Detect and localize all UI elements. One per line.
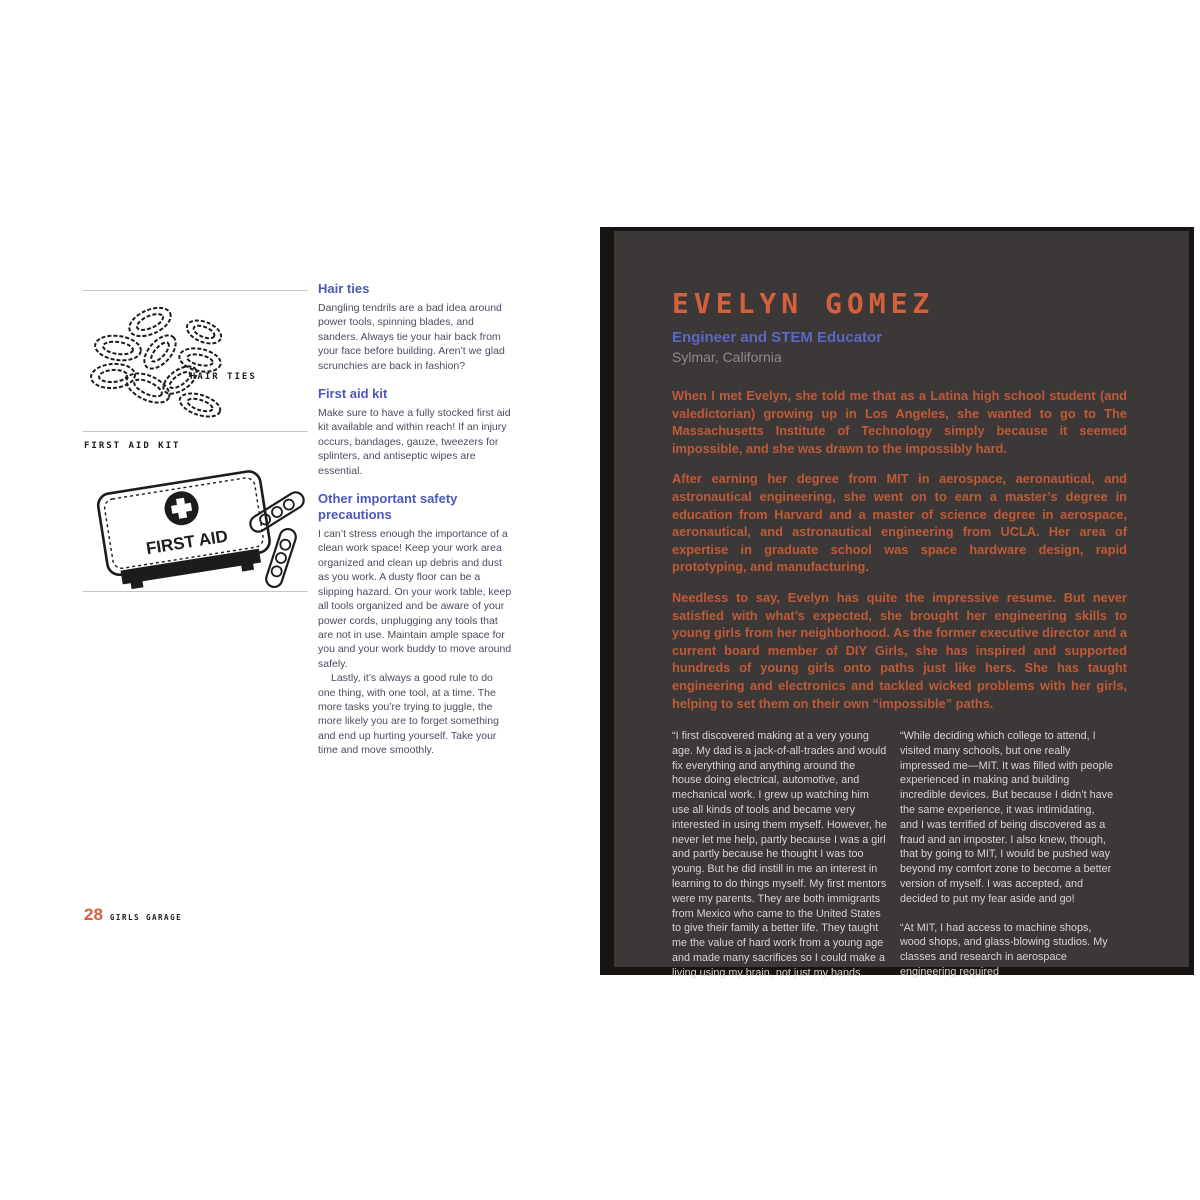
interview-paragraph: “While deciding which college to attend, I visited many schools, but one really impressed me—MIT. It was filled with people experienced in making and building incredible devices. But because I didn’t have the same experience, it was intimidating, and I was terrified of being discovered as a fraud and an imposter. I also knew, though, that by going to MIT, I would be pushed way beyond my comfort zone to become a better version of myself. I was accepted, and decided to put my fear aside and go! (900, 730, 1114, 905)
first-aid-kit-illustration (85, 460, 310, 590)
intro-paragraph-3: Needless to say, Evelyn has quite the impressive resume. But never satisfied with what’s expected, she brought her engineering skills to young girls from her neighborhood. As the former executive director and a current board member of DIY Girls, she has inspired and supported hundreds of young girls onto paths just like hers. She has taught engineering and electronics and tackled wicked problems with her girls, helping to set them on their own “impossible” paths. (672, 589, 1127, 711)
intro-paragraph-1: When I met Evelyn, she told me that as a Latina high school student (and valedictorian) growing up in Los Angeles, she wanted to go to The Massachusetts Institute of Technology simply because it seemed impossible, and she was drawn to the impossibly hard. (672, 388, 1127, 456)
first-aid-box-text: FIRST AID (144, 526, 230, 559)
profile-location: Sylmar, California (672, 349, 782, 365)
interview-column-left (672, 729, 887, 995)
divider-rule-middle (83, 431, 308, 432)
profile-name: EVELYN GOMEZ (672, 287, 935, 320)
intro-paragraph-2: After earning her degree from MIT in aerospace, aeronautical, and astronautical engineering, she went on to earn a master’s degree in education from Harvard and a master of science degree in aerospace, aeronautical, and astronautical engineering from UCLA. Her area of expertise in graduate school was space hardware design, rapid prototyping, and manufacturing. (672, 471, 1127, 575)
section-body-hair-ties: Dangling tendrils are a bad idea around power tools, spinning blades, and sanders. Always tie your hair back from your face before building. Aren’t we glad scrunchies are back in fashion? (318, 302, 505, 372)
profile-role: Engineer and STEM Educator (672, 329, 883, 346)
hair-ties-illustration (88, 300, 273, 425)
book-title: GIRLS GARAGE (109, 913, 183, 922)
section-body-first-aid-kit: Make sure to have a fully stocked first aid kit available and within reach! If an injury occurs, bandages, gauze, tweezers for splinters, and antiseptic wipes are essential. (318, 407, 511, 477)
interview-paragraph: “I first discovered making at a very young age. My dad is a jack-of-all-trades and would fix everything and anything around the house doing electrical, automotive, and mechanical work. I grew up watching him use all kinds of tools and became very interested in using them myself. However, he never let me help, partly because I was a girl and partly because he thought I was too young. But he did instill in me an interest in learning to do things myself. My first mentors were my parents. They are both immigrants from Mexico who came to the United States to give their family a better life. They taught me the value of hard work from a young age and made many sacrifices so I could make a living using my brain, not just my hands. (672, 730, 887, 979)
divider-rule-bottom (83, 591, 308, 592)
first-aid-kit-caption: FIRST AID KIT (84, 441, 181, 451)
interview-columns (672, 729, 1127, 995)
hair-ties-caption: HAIR TIES (190, 372, 257, 382)
section-heading-first-aid-kit: First aid kit (318, 386, 388, 402)
safety-text-column (318, 281, 512, 771)
section-heading-other-precautions: Other important safety precautions (318, 491, 458, 523)
page-number: 28 (84, 905, 103, 924)
interview-column-right (900, 729, 1115, 995)
page-footer (84, 905, 182, 925)
section-body-other-precautions-1: I can’t stress enough the importance of a clean work space! Keep your work area organized and clean up debris and dust as you work. A dusty floor can be a slipping hazard. On your work table, keep all tools organized and be aware of your power cords, unplugging any tools that are not in use. Maintain ample space for you and your work buddy to move around safely. (318, 528, 512, 670)
section-heading-hair-ties: Hair ties (318, 281, 370, 296)
divider-rule-top (83, 290, 308, 291)
profile-intro (672, 387, 1127, 712)
first-aid-box (97, 470, 274, 590)
section-body-other-precautions-2: Lastly, it’s always a good rule to do one thing, with one tool, at a time. The more tasks you’re trying to juggle, the more likely you are to forget something and end up hurting yourself. Take your time and move smoothly. (318, 672, 499, 757)
profile-page (600, 227, 1194, 979)
interview-paragraph: “At MIT, I had access to machine shops, wood shops, and glass-blowing studios. My classes and research in aerospace engineering required (900, 921, 1108, 979)
